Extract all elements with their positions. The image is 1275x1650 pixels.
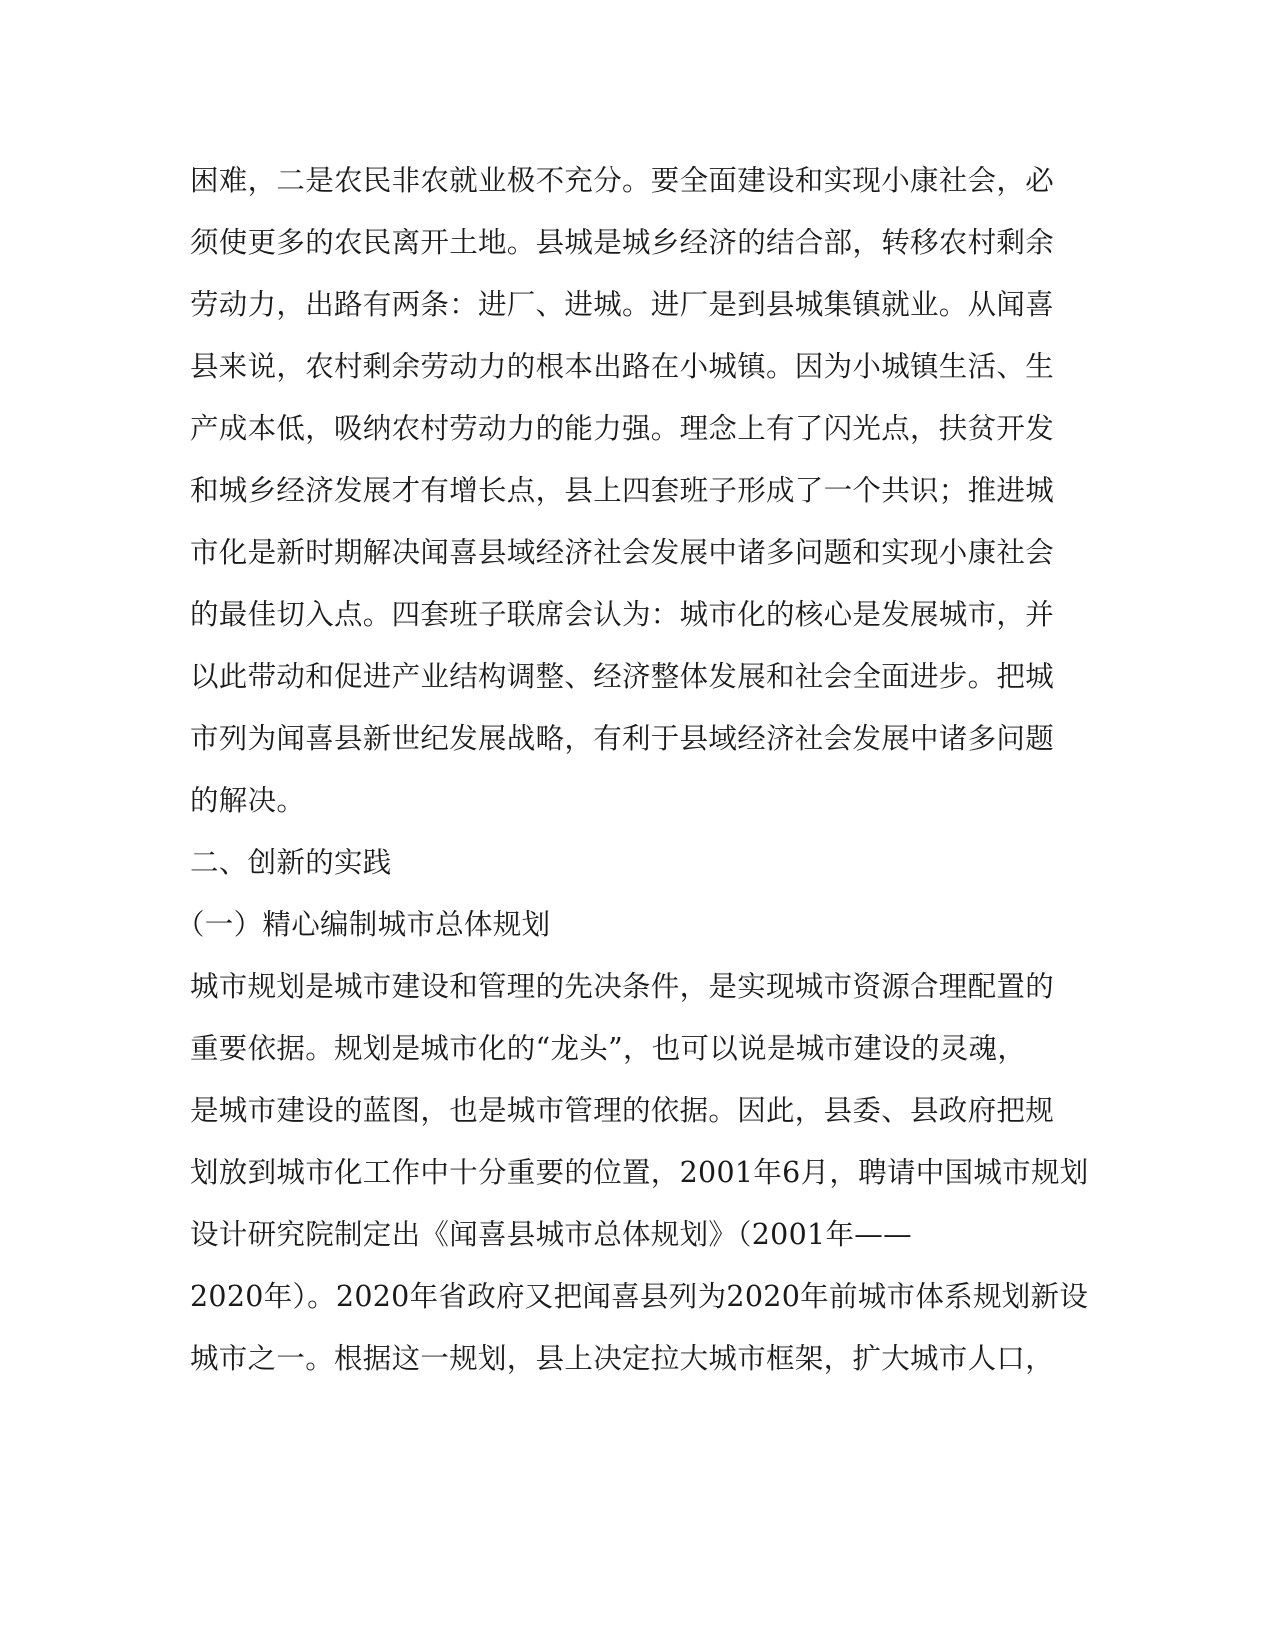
text-line: 和城乡经济发展才有增长点，县上四套班子形成了一个共识；推进城 [190,474,1055,507]
text-line: 2020年）。2020年省政府又把闻喜县列为2020年前城市体系规划新设 [190,1280,1089,1313]
subsection-heading: （一）精心编制城市总体规划 [176,908,551,941]
text-line: 划放到城市化工作中十分重要的位置，2001年6月，聘请中国城市规划 [190,1156,1089,1189]
text-line: 的解决。 [190,784,306,817]
text-line: 县来说，农村剩余劳动力的根本出路在小城镇。因为小城镇生活、生 [190,350,1055,383]
text-line: 劳动力，出路有两条：进厂、进城。进厂是到县城集镇就业。从闻喜 [190,288,1055,321]
text-line: 的最佳切入点。四套班子联席会认为：城市化的核心是发展城市，并 [190,598,1055,631]
section-heading: 二、创新的实践 [190,846,392,879]
text-line: 城市之一。根据这一规划，县上决定拉大城市框架，扩大城市人口， [190,1342,1055,1375]
text-line: 市化是新时期解决闻喜县域经济社会发展中诸多问题和实现小康社会 [190,536,1055,569]
text-line: 城市规划是城市建设和管理的先决条件，是实现城市资源合理配置的 [190,970,1055,1003]
text-line: 设计研究院制定出《闻喜县城市总体规划》（2001年—— [190,1218,912,1251]
text-line: 困难，二是农民非农就业极不充分。要全面建设和实现小康社会，必 [190,164,1055,197]
text-line: 市列为闻喜县新世纪发展战略，有利于县域经济社会发展中诸多问题 [190,722,1055,755]
text-line: 是城市建设的蓝图，也是城市管理的依据。因此，县委、县政府把规 [190,1094,1055,1127]
text-line: 重要依据。规划是城市化的“龙头”，也可以说是城市建设的灵魂， [190,1032,1027,1065]
text-line: 产成本低，吸纳农村劳动力的能力强。理念上有了闪光点，扶贫开发 [190,412,1055,445]
text-line: 须使更多的农民离开土地。县城是城乡经济的结合部，转移农村剩余 [190,226,1055,259]
text-line: 以此带动和促进产业结构调整、经济整体发展和社会全面进步。把城 [190,660,1055,693]
